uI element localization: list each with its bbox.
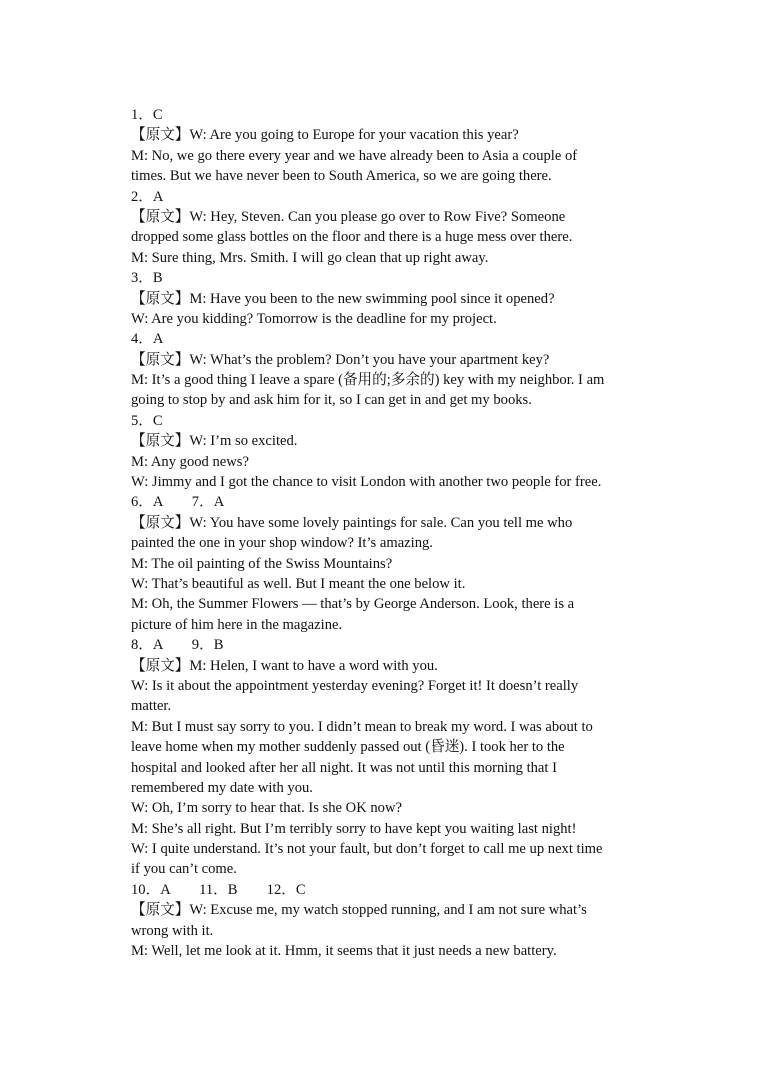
text-line: dropped some glass bottles on the floor and there is a huge mess over there. (131, 229, 573, 246)
text-line: wrong with it. (131, 922, 214, 939)
text-line: W: Oh, I’m sorry to hear that. Is she OK now? (131, 800, 402, 817)
text-line: M: But I must say sorry to you. I didn’t mean to break my word. I was about to (131, 718, 593, 735)
text-line: 【原文】W: Excuse me, my watch stopped running, and I am not sure what’s (131, 902, 587, 919)
text-line: 5．C (131, 412, 163, 429)
text-line: 10．A 11．B 12．C (131, 881, 306, 898)
text-line: 【原文】W: Hey, Steven. Can you please go over to Row Five? Someone (131, 208, 566, 225)
text-line: 4．A (131, 331, 164, 348)
text-line: M: Well, let me look at it. Hmm, it seems that it just needs a new battery. (131, 943, 557, 960)
text-line: W: I quite understand. It’s not your fault, but don’t forget to call me up next time (131, 841, 603, 858)
text-line: 【原文】W: What’s the problem? Don’t you have your apartment key? (131, 351, 550, 368)
text-line: M: The oil painting of the Swiss Mountains? (131, 555, 393, 572)
text-line: remembered my date with you. (131, 779, 313, 796)
text-line: W: Jimmy and I got the chance to visit London with another two people for free. (131, 474, 602, 491)
text-line: picture of him here in the magazine. (131, 616, 343, 633)
text-line: hospital and looked after her all night. It was not until this morning that I (131, 759, 557, 776)
text-line: 2．A (131, 188, 164, 205)
document-body (131, 105, 636, 961)
text-line: 【原文】M: Have you been to the new swimming pool since it opened? (131, 290, 555, 307)
text-line: leave home when my mother suddenly passed out (昏迷). I took her to the (131, 739, 565, 756)
text-line: painted the one in your shop window? It’s amazing. (131, 535, 433, 552)
text-line: M: Sure thing, Mrs. Smith. I will go clean that up right away. (131, 249, 489, 266)
text-line: M: Any good news? (131, 453, 249, 470)
text-line: 【原文】M: Helen, I want to have a word with you. (131, 657, 438, 674)
text-line: going to stop by and ask him for it, so I can get in and get my books. (131, 392, 532, 409)
text-line: 3．B (131, 270, 163, 287)
text-line: M: She’s all right. But I’m terribly sorry to have kept you waiting last night! (131, 820, 577, 837)
text-line: W: That’s beautiful as well. But I meant the one below it. (131, 575, 466, 592)
text-line: M: Oh, the Summer Flowers — that’s by George Anderson. Look, there is a (131, 596, 575, 613)
text-line: times. But we have never been to South America, so we are going there. (131, 168, 552, 185)
text-line: 【原文】W: Are you going to Europe for your vacation this year? (131, 127, 519, 144)
text-line: 【原文】W: I’m so excited. (131, 433, 298, 450)
text-line: 【原文】W: You have some lovely paintings for sale. Can you tell me who (131, 514, 573, 531)
text-line: M: No, we go there every year and we have already been to Asia a couple of (131, 147, 578, 164)
text-line: W: Is it about the appointment yesterday evening? Forget it! It doesn’t really (131, 677, 579, 694)
text-line: 1．C (131, 107, 163, 123)
text-line: 6．A 7．A (131, 494, 225, 511)
text-line: W: Are you kidding? Tomorrow is the deadline for my project. (131, 310, 497, 327)
text-line: if you can’t come. (131, 861, 237, 878)
text-line: matter. (131, 698, 172, 715)
text-line: M: It’s a good thing I leave a spare (备用的;多余的) key with my neighbor. I am (131, 372, 605, 389)
text-line: 8．A 9．B (131, 637, 224, 654)
